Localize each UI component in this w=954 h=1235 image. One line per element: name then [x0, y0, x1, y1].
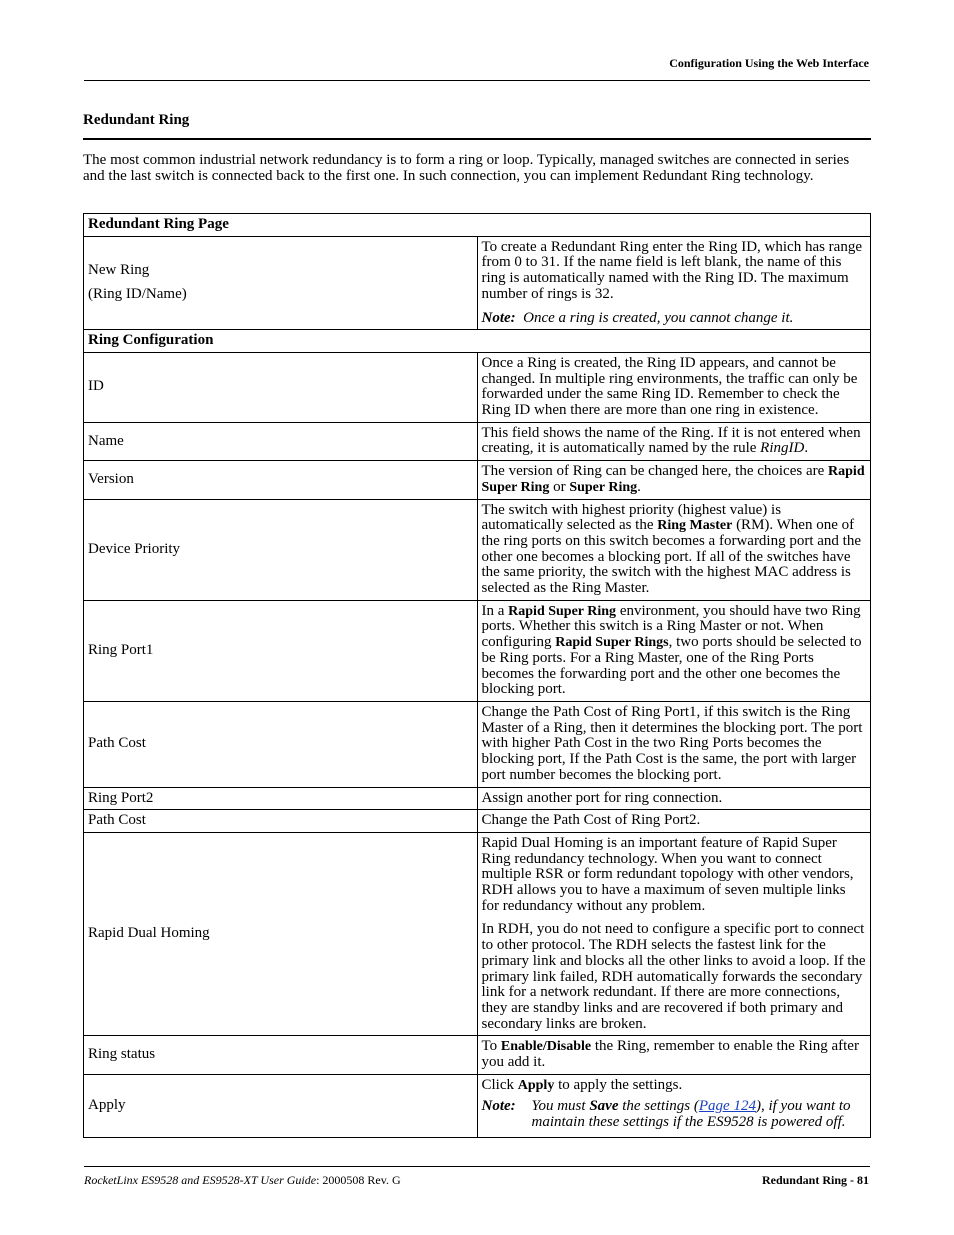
section-divider: [83, 138, 871, 140]
config-heading-cell: Ring Configuration: [84, 330, 871, 353]
row-description: Once a Ring is created, the Ring ID appears, and cannot be changed. In multiple ring environments, the traffic can only be forwarded under the same Ring ID. Remember to check the Ring ID when there are more than one ring in existence.: [477, 352, 871, 422]
table-row-ring-status: [84, 1036, 871, 1074]
table-row-device-priority: [84, 499, 871, 600]
note-key: Note:: [481, 309, 516, 326]
page-heading-cell: Redundant Ring Page: [84, 214, 871, 237]
table-row-path-cost2: [84, 810, 871, 833]
row-label: Path Cost: [84, 810, 478, 833]
option-rsr: Rapid Super Ring: [481, 464, 865, 495]
table-section-header: [84, 214, 871, 237]
footer-doc-title: [84, 1173, 401, 1188]
desc-cell: [477, 461, 871, 499]
table-section-header: [84, 330, 871, 353]
section-title: Redundant Ring: [83, 112, 190, 128]
table-row-ring-port1: [84, 600, 871, 701]
header-divider: [84, 80, 870, 81]
table-row-name: [84, 422, 871, 460]
row-description: Change the Path Cost of Ring Port1, if this switch is the Ring Master of a Ring, then it determines the blocking port. The port with higher Path Cost in the two Ring Ports becomes the blocking port, If the Path Cost is the same, the port with larger port number becomes the blocking port.: [477, 701, 871, 787]
conj: or: [549, 478, 570, 495]
note: [482, 1099, 867, 1130]
row-description: In a: [481, 602, 509, 619]
rsr-term: Rapid Super Ring: [508, 603, 617, 619]
row-label: ID: [84, 352, 478, 422]
row-description-end: , two ports should be selected to be Ring ports. For a Ring Master, one of the Ring Ports becomes the forwarding port and the other one becomes the blocking port.: [481, 634, 862, 698]
row-label: Rapid Dual Homing: [84, 832, 478, 1035]
row-description: Assign another port for ring connection.: [477, 787, 871, 810]
footer-divider: [84, 1166, 870, 1167]
ring-master-term: Ring Master: [657, 518, 733, 534]
redundant-ring-table: [83, 213, 871, 1138]
row-description-cont: (RM). When one of the ring ports on this switch becomes a forwarding port and the other one becomes a blocking port. If all of the switches have the same priority, the switch with the highest MAC address is selected as the Ring Master.: [481, 517, 861, 597]
text: You must: [531, 1098, 590, 1115]
desc-cell: [477, 1036, 871, 1074]
row-description: [482, 1078, 867, 1094]
row-label: New Ring: [88, 261, 150, 278]
page-link[interactable]: Page 124: [698, 1098, 756, 1115]
row-description: Rapid Dual Homing is an important feature of Rapid Super Ring redundancy technology. When you want to connect multiple RSR or form redundant topology with other vendors, RDH allows you to have a maximum of seven multiple links for redundancy without any problem.: [481, 834, 854, 914]
table-row-ring-port2: [84, 787, 871, 810]
row-description: To create a Redundant Ring enter the Ring ID, which has range from 0 to 31. If the name field is left blank, the name of this ring is automatically named with the Ring ID. The maximum number of rings is 32.: [481, 238, 862, 302]
row-description: The version of Ring can be changed here, the choices are: [481, 463, 829, 480]
desc-cell: [477, 1074, 871, 1137]
row-description: Change the Path Cost of Ring Port2.: [477, 810, 871, 833]
rule-name: RingID: [760, 440, 805, 457]
text: to apply the settings.: [554, 1076, 683, 1093]
desc-cell: [477, 422, 871, 460]
text: ), if you want to maintain these settings if the ES9528 is powered off.: [531, 1098, 851, 1131]
text: the settings (: [618, 1098, 699, 1115]
row-label-sub: (Ring ID/Name): [88, 286, 187, 303]
note-key: Note:: [481, 1098, 516, 1115]
row-description-cont: the Ring, remember to enable the Ring after you add it.: [481, 1038, 859, 1071]
row-label: Ring status: [84, 1036, 478, 1074]
row-description-cont: environment, you should have two Ring ports. Whether this switch is a Ring Master or not. When configuring: [481, 602, 861, 651]
desc-cell: [477, 600, 871, 701]
table-row-rdh: [84, 832, 871, 1035]
row-description: This field shows the name of the Ring. If it is not entered when creating, it is automatically named by the rule: [481, 424, 861, 457]
apply-term: Apply: [517, 1077, 555, 1093]
period: .: [804, 440, 809, 457]
table-row-version: [84, 461, 871, 499]
period: .: [637, 478, 641, 495]
row-description: To: [481, 1038, 501, 1055]
table-row-path-cost1: [84, 701, 871, 787]
row-description-2: In RDH, you do not need to configure a specific port to connect to other protocol. The RDH selects the fastest link for the primary link and blocks all the other links to avoid a loop. If the primary link failed, RDH automatically forwards the secondary link for a network redundant. If there are more connections, they are standby links and are recovered if both primary and secondary links are broken.: [481, 921, 866, 1032]
row-label: Path Cost: [84, 701, 478, 787]
row-label: Ring Port2: [84, 787, 478, 810]
note: [482, 311, 867, 327]
rsrs-term: Rapid Super Rings: [555, 635, 669, 651]
text: Click: [481, 1076, 518, 1093]
guide-title: RocketLinx ES9528 and ES9528-XT User Guide: [84, 1173, 317, 1187]
intro-paragraph: The most common industrial network redundancy is to form a ring or loop. Typically, managed switches are connected in series and the last switch is connected back to the first one. In such connection, you can implement Redundant Ring technology.: [83, 152, 850, 184]
note-text: Once a ring is created, you cannot change it.: [523, 309, 794, 326]
desc-cell: [477, 236, 871, 330]
note-text: [532, 1099, 867, 1130]
table-row-new-ring: [84, 236, 871, 330]
table-row-apply: [84, 1074, 871, 1137]
row-label: Version: [84, 461, 478, 499]
running-header: Configuration Using the Web Interface: [669, 56, 869, 70]
enable-disable-term: Enable/Disable: [500, 1039, 592, 1055]
desc-cell: [477, 499, 871, 600]
save-term: Save: [589, 1098, 619, 1115]
row-label: Name: [84, 422, 478, 460]
row-label: Ring Port1: [84, 600, 478, 701]
desc-cell: [477, 832, 871, 1035]
table-row-id: [84, 352, 871, 422]
doc-number: : 2000508 Rev. G: [316, 1173, 401, 1187]
label-cell: [84, 236, 478, 330]
footer-page: Redundant Ring - 81: [761, 1173, 869, 1187]
row-description: The switch with highest priority (highest value) is automatically selected as the: [481, 501, 782, 534]
row-label: Apply: [84, 1074, 478, 1137]
row-label: Device Priority: [84, 499, 478, 600]
option-sr: Super Ring: [569, 479, 638, 495]
